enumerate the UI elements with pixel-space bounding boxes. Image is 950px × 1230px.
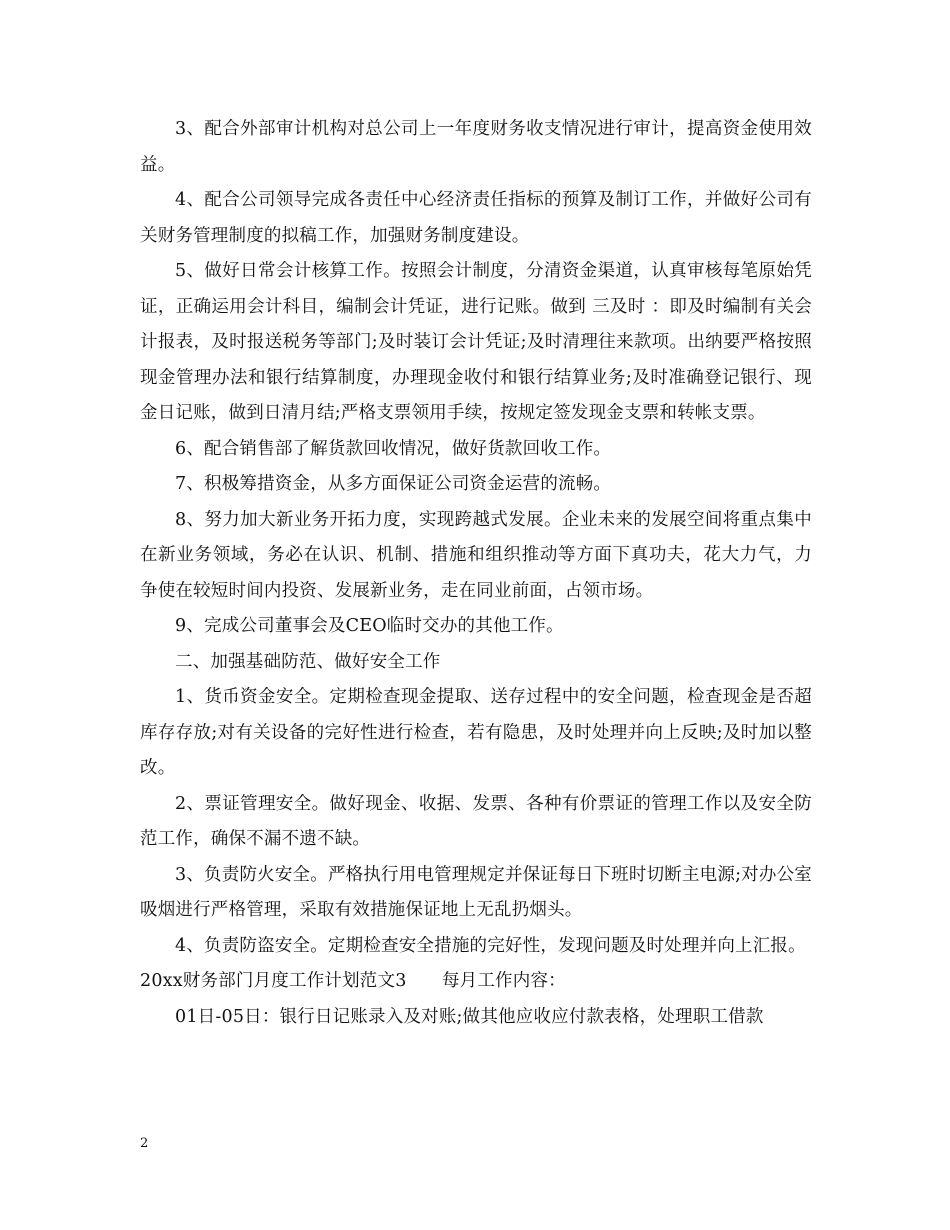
section-heading-monthly-plan: 20xx财务部门月度工作计划范文3 每月工作内容： bbox=[140, 971, 566, 991]
paragraph-accounting: 5、做好日常会计核算工作。按照会计制度，分清资金渠道，认真审核每笔原始凭证，正确运用会计科目，编制会计凭证，进行记账。做到 三及时 ：即及时编制有关会计报表，及时报送税务等部门;及时装订会计凭证;及时清理往来款项。出纳要严格按照现金管理办法和银行结算制度，办理现金收付和银行结算业务;及时准确登记银行、现金日记账，做到日清月结;严格支票领用手续，按规定签发现金支票和转帐支票。 bbox=[140, 261, 812, 423]
paragraph-cash-safety: 1、货币资金安全。定期检查现金提取、送存过程中的安全问题，检查现金是否超库存存放;对有关设备的完好性进行检查，若有隐患，及时处理并向上反映;及时加以整改。 bbox=[140, 687, 812, 778]
paragraph-theft-safety: 4、负责防盗安全。定期检查安全措施的完好性，发现问题及时处理并向上汇报。 bbox=[175, 935, 806, 956]
paragraph-fire-safety: 3、负责防火安全。严格执行用电管理规定并保证每日下班时切断主电源;对办公室吸烟进行严格管理，采取有效措施保证地上无乱扔烟头。 bbox=[140, 864, 812, 920]
paragraph-funding: 7、积极筹措资金，从多方面保证公司资金运营的流畅。 bbox=[175, 474, 612, 494]
paragraph-schedule-day1-5: 01日-05日：银行日记账录入及对账;做其他应收应付款表格，处理职工借款 bbox=[175, 1006, 764, 1027]
paragraph-voucher-safety: 2、票证管理安全。做好现金、收据、发票、各种有价票证的管理工作以及安全防范工作，确保不漏不遗不缺。 bbox=[140, 793, 812, 849]
document-body bbox=[140, 112, 812, 1035]
page-number: 2 bbox=[140, 1136, 149, 1151]
section-heading-safety: 二、加强基础防范、做好安全工作 bbox=[175, 651, 441, 672]
paragraph-other-tasks: 9、完成公司董事会及CEO临时交办的其他工作。 bbox=[175, 616, 564, 636]
paragraph-audit: 3、配合外部审计机构对总公司上一年度财务收支情况进行审计，提高资金使用效益。 bbox=[140, 119, 812, 175]
paragraph-new-business: 8、努力加大新业务开拓力度，实现跨越式发展。企业未来的发展空间将重点集中在新业务领域，务必在认识、机制、措施和组织推动等方面下真功夫，花大力气，力争使在较短时间内投资、发展新业务，走在同业前面，占领市场。 bbox=[140, 509, 812, 601]
paragraph-budget: 4、配合公司领导完成各责任中心经济责任指标的预算及制订工作，并做好公司有关财务管理制度的拟稿工作，加强财务制度建设。 bbox=[140, 190, 812, 246]
paragraph-collection: 6、配合销售部了解货款回收情况，做好货款回收工作。 bbox=[175, 438, 612, 459]
